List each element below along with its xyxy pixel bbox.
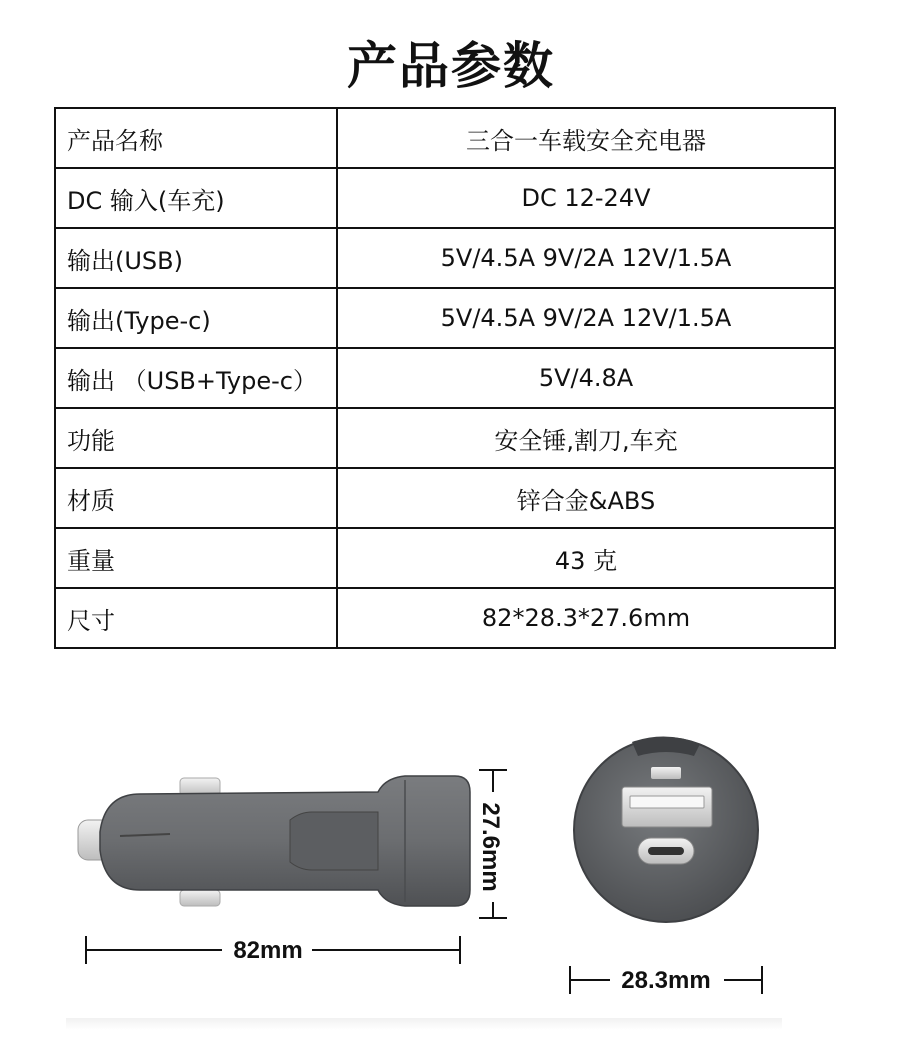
spec-label: 重量 bbox=[55, 528, 337, 588]
table-row bbox=[55, 288, 835, 348]
spec-label: 尺寸 bbox=[55, 588, 337, 648]
height-dimension bbox=[477, 770, 507, 918]
spec-label: 输出(USB) bbox=[55, 228, 337, 288]
spec-label: 功能 bbox=[55, 408, 337, 468]
spec-value: 安全锤,割刀,车充 bbox=[337, 408, 835, 468]
spec-value: 5V/4.5A 9V/2A 12V/1.5A bbox=[337, 228, 835, 288]
spec-label: 材质 bbox=[55, 468, 337, 528]
spec-value: 三合一车载安全充电器 bbox=[337, 108, 835, 168]
spec-value: DC 12-24V bbox=[337, 168, 835, 228]
spec-table bbox=[54, 107, 836, 649]
spec-value: 5V/4.8A bbox=[337, 348, 835, 408]
table-row bbox=[55, 348, 835, 408]
product-illustration bbox=[0, 700, 902, 1040]
spec-label: 产品名称 bbox=[55, 108, 337, 168]
charger-side-view bbox=[78, 776, 470, 906]
spec-label: 输出 （USB+Type-c） bbox=[55, 348, 337, 408]
spec-value: 82*28.3*27.6mm bbox=[337, 588, 835, 648]
spec-label: DC 输入(车充) bbox=[55, 168, 337, 228]
height-label: 27.6mm bbox=[477, 802, 504, 892]
table-row bbox=[55, 108, 835, 168]
spec-value: 5V/4.5A 9V/2A 12V/1.5A bbox=[337, 288, 835, 348]
table-row bbox=[55, 468, 835, 528]
table-row bbox=[55, 588, 835, 648]
width-dimension bbox=[570, 966, 762, 994]
table-row bbox=[55, 408, 835, 468]
table-row bbox=[55, 228, 835, 288]
length-label: 82mm bbox=[233, 937, 303, 964]
charger-front-view bbox=[574, 736, 758, 922]
width-label: 28.3mm bbox=[621, 967, 711, 994]
led-indicator bbox=[651, 767, 681, 779]
spec-value: 43 克 bbox=[337, 528, 835, 588]
spec-label: 输出(Type-c) bbox=[55, 288, 337, 348]
table-row bbox=[55, 528, 835, 588]
length-dimension bbox=[86, 936, 460, 964]
page-title: 产品参数 bbox=[347, 37, 555, 95]
shadow-strip bbox=[66, 1018, 782, 1030]
table-row bbox=[55, 168, 835, 228]
spec-value: 锌合金&ABS bbox=[337, 468, 835, 528]
